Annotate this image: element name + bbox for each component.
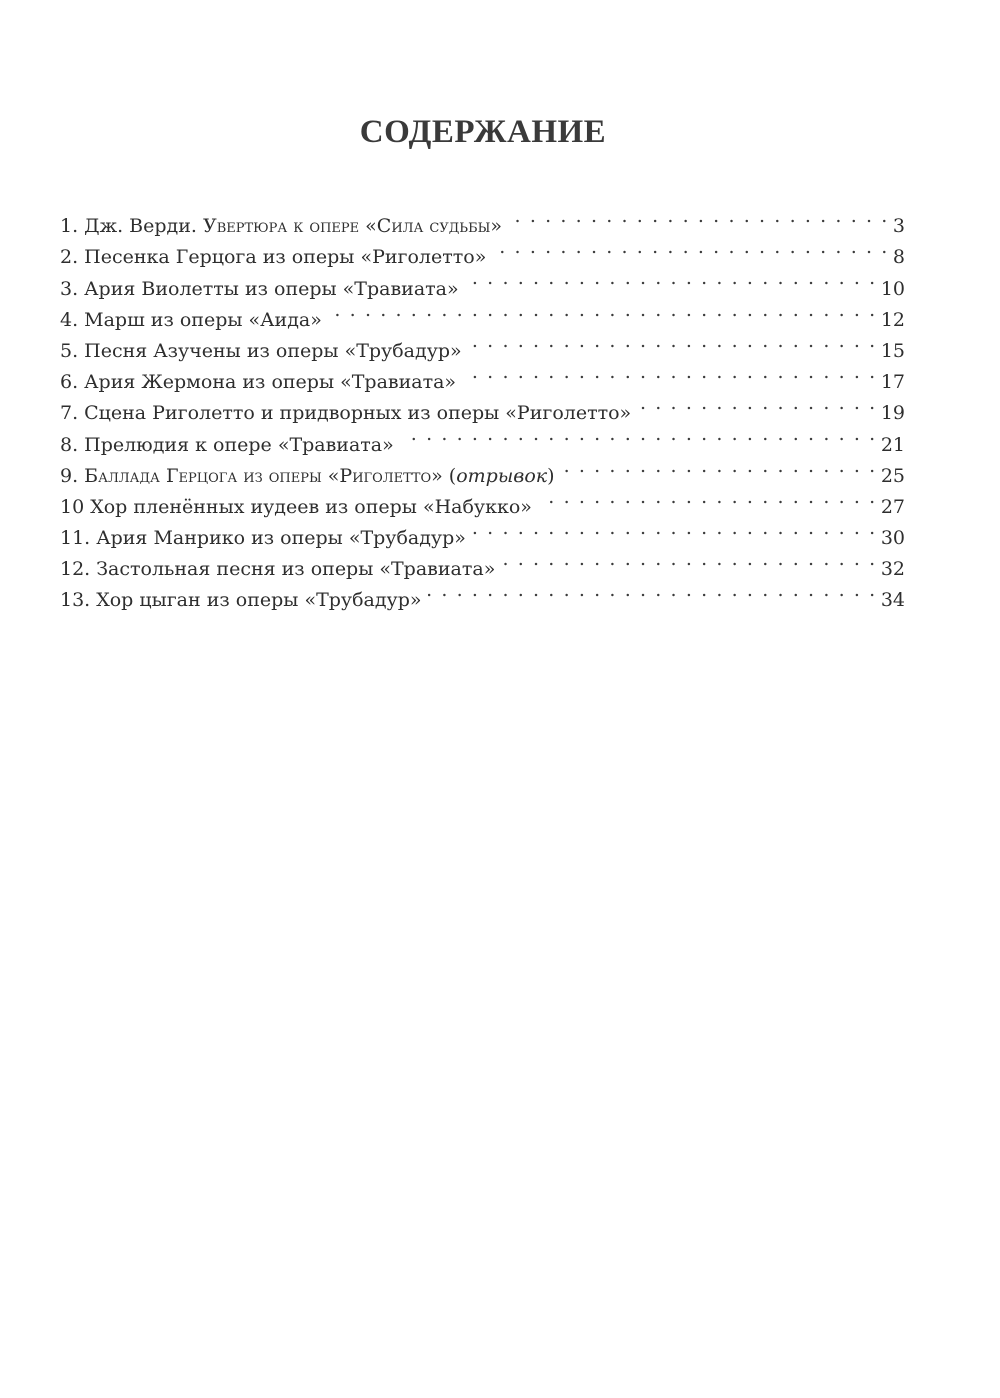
entry-number: 7.	[60, 402, 79, 425]
entry-number: 1.	[60, 215, 79, 238]
entry-page-number: 8	[892, 246, 905, 269]
entry-page-number: 12	[880, 308, 905, 331]
entry-page-number: 17	[880, 371, 905, 394]
page-title: СОДЕРЖАНИЕ	[359, 114, 607, 150]
entry-text: Увертюра к опере «Сила судьбы»	[202, 215, 503, 238]
entry-page-number: 34	[880, 589, 905, 612]
dot-leader	[472, 513, 877, 544]
dot-leader	[538, 482, 877, 513]
entry-title: Прелюдия к опере «Травиата»	[84, 433, 394, 456]
entry-number: 13.	[60, 589, 91, 612]
entry-page-number: 19	[880, 402, 905, 425]
entry-number: 12.	[60, 558, 91, 581]
entry-title: Хор цыган из оперы «Трубадур»	[96, 589, 422, 612]
entry-page-number: 3	[892, 215, 905, 238]
entry-number: 9.	[60, 464, 79, 487]
dot-leader	[462, 357, 877, 388]
dot-leader	[492, 232, 889, 263]
entry-page-number: 25	[880, 464, 905, 487]
entry-page-number: 10	[880, 277, 905, 300]
dot-leader	[465, 263, 877, 294]
dot-leader	[400, 419, 877, 450]
entry-number: 4.	[60, 308, 79, 331]
toc-entry[interactable]	[60, 201, 905, 238]
entry-title	[84, 461, 554, 492]
entry-title: Ария Жермона из оперы «Травиата»	[84, 371, 457, 394]
entry-number: 3.	[60, 277, 79, 300]
dot-leader	[508, 201, 889, 232]
entry-text: Баллада Герцога из оперы «Риголетто»	[84, 464, 443, 487]
entry-title: Хор пленённых иудеев из оперы «Набукко»	[90, 495, 532, 518]
entry-title: Марш из оперы «Аида»	[84, 308, 322, 331]
entry-number: 10	[60, 495, 85, 518]
entry-paren-close: )	[547, 464, 555, 487]
entry-page-number: 30	[880, 527, 905, 550]
entry-page-number: 32	[880, 558, 905, 581]
entry-number: 11.	[60, 527, 91, 550]
entry-paren-open: (	[442, 464, 457, 487]
entry-page-number: 27	[880, 495, 905, 518]
toc-list	[60, 201, 905, 612]
entry-title: Ария Манрико из оперы «Трубадур»	[96, 527, 466, 550]
entry-title: Песенка Герцога из оперы «Риголетто»	[84, 246, 487, 269]
dot-leader	[468, 326, 877, 357]
entry-number: 8.	[60, 433, 79, 456]
entry-suffix: отрывок	[456, 464, 548, 487]
entry-page-number: 21	[880, 433, 905, 456]
dot-leader	[561, 451, 877, 482]
entry-title: Застольная песня из оперы «Травиата»	[96, 558, 496, 581]
dot-leader	[501, 544, 876, 575]
dot-leader	[328, 295, 877, 326]
entry-title: Сцена Риголетто и придворных из оперы «Риголетто»	[84, 402, 632, 425]
entry-title: Песня Азучены из оперы «Трубадур»	[84, 339, 462, 362]
entry-title: Ария Виолетты из оперы «Травиата»	[84, 277, 459, 300]
entry-number: 6.	[60, 371, 79, 394]
entry-lead: Дж. Верди.	[84, 215, 197, 238]
dot-leader	[428, 575, 877, 606]
entry-title	[84, 211, 502, 242]
entry-page-number: 15	[880, 339, 905, 362]
entry-number: 5.	[60, 339, 79, 362]
entry-number: 2.	[60, 246, 79, 269]
dot-leader	[637, 388, 877, 419]
